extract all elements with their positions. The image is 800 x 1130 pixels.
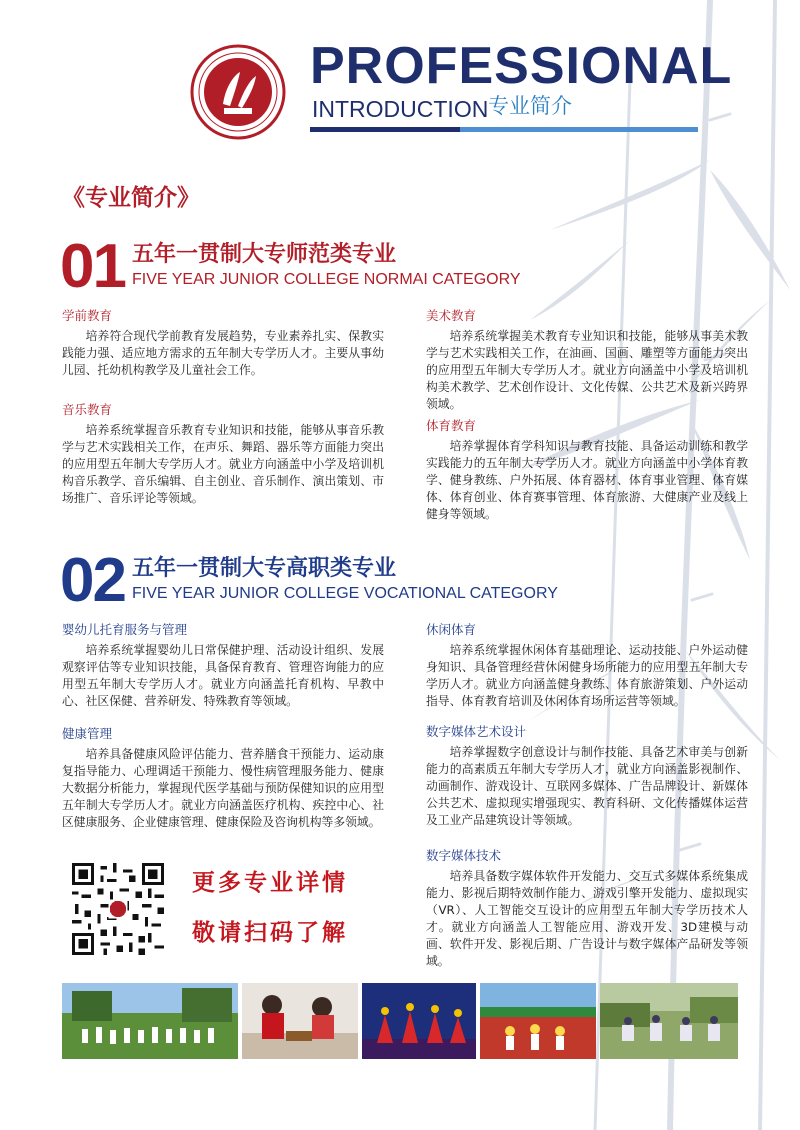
page-subtitle-cn: 专业简介 [488,94,572,118]
program-block [62,308,384,379]
page-subtitle-en: INTRODUCTION [312,96,489,122]
program-name: 学前教育 [62,308,113,323]
program-block [426,308,748,413]
program-description: 培养系统掌握美术教育专业知识和技能，能够从事美术教学与艺术实践相关工作，在油画、国画、雕塑等方面能力突出的应用型五年制大专学历人才。就业方向涵盖中小学及培训机构美术教学、艺术创作设计、文化传媒、公共艺术及新兴跨界领域。 [426,329,748,411]
category-title-en: FIVE YEAR JUNIOR COLLEGE NORMAI CATEGORY [132,271,521,288]
school-logo-icon [190,44,286,140]
qr-cta-line1: 更多专业详情 [192,870,348,896]
program-block [426,724,748,829]
program-description: 培养系统掌握婴幼儿日常保健护理、活动设计组织、发展观察评估等专业知识技能，具备保育教育、管理咨询能力的应用型五年制大专学历人才。就业方向涵盖托育机构、早教中心、社区保健、营养研发、特殊教育等领域。 [62,643,384,708]
qr-cta-line2: 敬请扫码了解 [192,920,348,946]
program-block [62,622,384,710]
program-name: 婴幼儿托育服务与管理 [62,622,188,637]
program-block [62,726,384,831]
program-name: 数字媒体技术 [426,848,502,863]
category-number: 01 [60,232,125,301]
program-description: 培养系统掌握休闲体育基础理论、运动技能、户外运动健身知识、具备管理经营休闲健身场所能力的应用型五年制大专学历人才。就业方向涵盖健身教练、体育旅游策划、户外运动指导、体育教育培训及休闲体育场所运营等领域。 [426,643,748,708]
page-title: PROFESSIONAL [310,37,733,95]
category-number: 02 [60,546,125,615]
photo-dance-stage [362,983,476,1059]
program-name: 健康管理 [62,726,113,741]
category-title: 五年一贯制大专高职类专业 [132,556,397,581]
program-name: 体育教育 [426,418,477,433]
photo-sports-field [480,983,596,1059]
category-title: 五年一贯制大专师范类专业 [132,242,397,267]
section-tag: 《专业简介》 [62,184,200,211]
program-description: 培养掌握体育学科知识与教育技能、具备运动训练和教学实践能力的五年制大专学历人才。就业方向涵盖中小学体育教学、健身教练、户外拓展、体育器材、体育事业管理、体育媒体、体育创业、体育赛事管理、体育旅游、大健康产业及线上健身等领域。 [426,439,748,521]
program-block [426,418,748,523]
program-description: 培养系统掌握音乐教育专业知识和技能，能够从事音乐教学与艺术实践相关工作，在声乐、舞蹈、器乐等方面能力突出的应用型五年制大专学历人才。就业方向涵盖中小学及培训机构音乐教学、音乐编辑、自主创业、音乐制作、演出策划、市场推广、音乐评论等领域。 [62,423,384,505]
program-block [426,622,748,710]
header-divider-accent [310,127,460,132]
photo-classroom [242,983,358,1059]
program-name: 数字媒体艺术设计 [426,724,527,739]
qr-code-icon[interactable] [72,863,164,955]
photo-campus-group [62,983,238,1059]
category-title-en: FIVE YEAR JUNIOR COLLEGE VOCATIONAL CATEGORY [132,585,558,602]
program-description: 培养具备数字媒体软件开发能力、交互式多媒体系统集成能力、影视后期特效制作能力、游戏引擎开发能力、虚拟现实（VR）、人工智能交互设计的应用型五年制大专学历技术人才。就业方向涵盖人工智能应用、游戏开发、3D建模与动画、软件开发、影视后期、广告设计与数字媒体产品研发等领域。 [426,869,748,968]
program-block [426,848,748,970]
program-description: 培养具备健康风险评估能力、营养膳食干预能力、运动康复指导能力、心理调适干预能力、慢性病管理服务能力、健康大数据分析能力，掌握现代医学基础与预防保健知识的应用型五年制大专学历人才。就业方向涵盖医疗机构、疾控中心、社区健康服务、企业健康管理、健康保险及咨询机构等多领域。 [62,747,384,829]
program-description: 培养掌握数字创意设计与制作技能、具备艺术审美与创新能力的高素质五年制大专学历人才，就业方向涵盖影视制作、动画制作、游戏设计、互联网多媒体、广告品牌设计、新媒体公共艺术、虚拟现实增强现实、教育科研、文化传播媒体运营及工业产品建筑设计等领域。 [426,745,748,827]
program-name: 音乐教育 [62,402,113,417]
program-description: 培养符合现代学前教育发展趋势，专业素养扎实、保教实践能力强、适应地方需求的五年制大专学历人才。主要从事幼儿园、托幼机构教学及儿童社会工作。 [62,329,384,377]
program-name: 美术教育 [426,308,477,323]
photo-outdoor-painting [600,983,738,1059]
program-name: 休闲体育 [426,622,477,637]
program-block [62,402,384,507]
